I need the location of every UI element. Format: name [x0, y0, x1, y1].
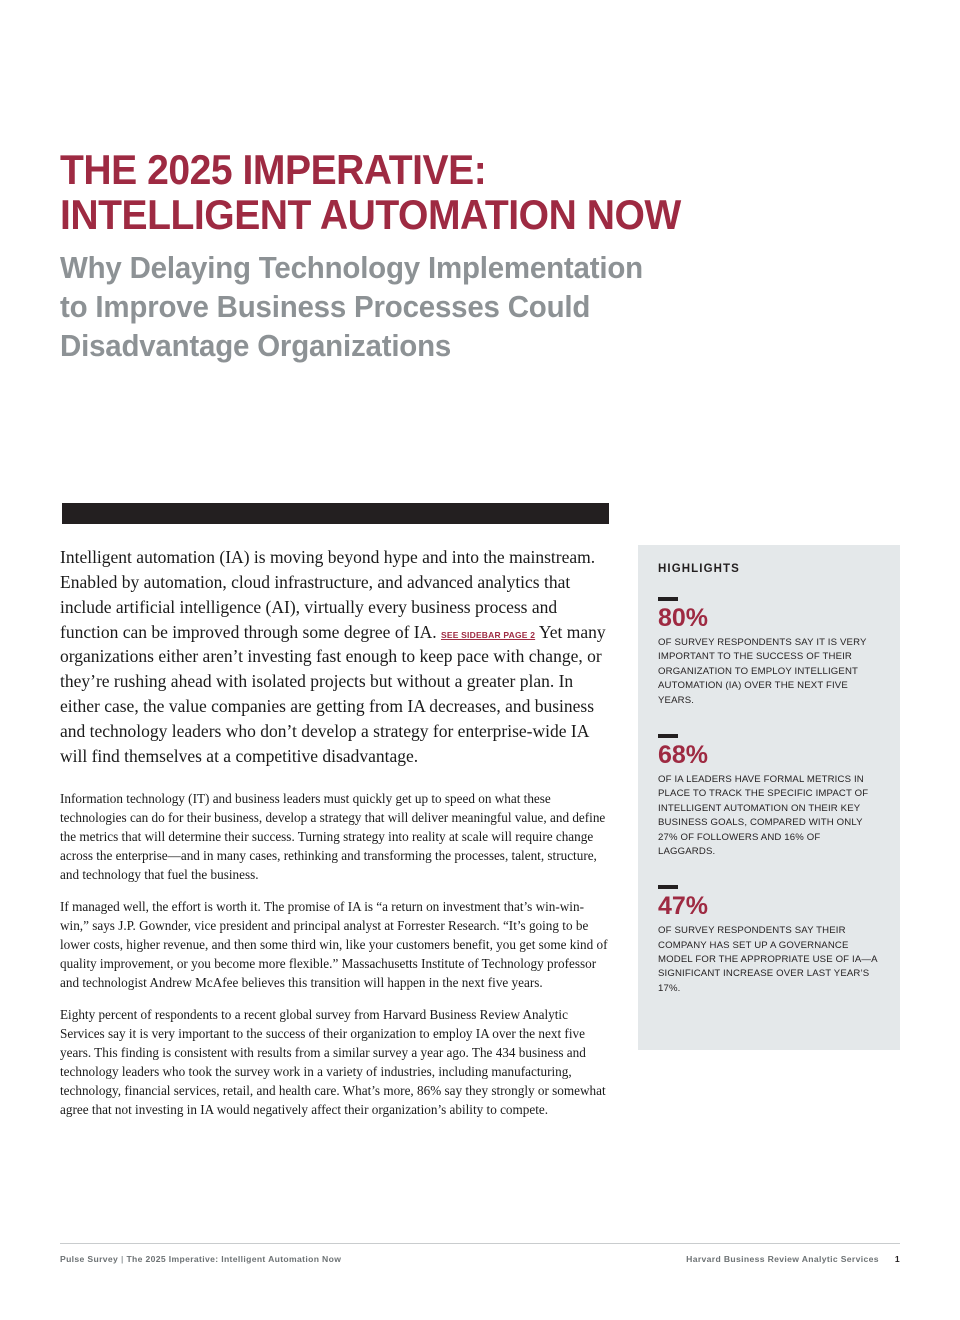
- dash-icon: [658, 597, 678, 601]
- highlight-item: [658, 597, 880, 708]
- dash-icon: [658, 885, 678, 889]
- body-paragraph: Information technology (IT) and business leaders must quickly get up to speed on what these technologies can do for their business, develop a strategy that will deliver meaningful value, and define the metrics that will determine their success. Turning strategy into reality at scale will require change across the enterprise—and in many cases, rethinking and transforming the processes, talent, structure, and technology that fuel the business.: [60, 790, 606, 882]
- highlights-sidebar: [638, 545, 900, 1050]
- highlight-stat: 80%: [658, 604, 709, 632]
- lede-paragraph: [60, 545, 610, 769]
- title-block: [60, 148, 820, 365]
- highlights-title: HIGHLIGHTS: [658, 563, 740, 575]
- highlight-description: OF SURVEY RESPONDENTS SAY IT IS VERY IMPORTANT TO THE SUCCESS OF THEIR ORGANIZATION TO EMPLOY INTELLIGENT AUTOMATION (IA) OVER THE NEXT FIVE YEARS.: [658, 637, 867, 706]
- lede-text-part-1: Intelligent automation (IA) is moving beyond hype and into the mainstream. Enabled by automation, cloud infrastructure, and advanced analytics that include artificial intelligence (AI), virtually every business process and function can be improved through some degree of IA.: [60, 547, 596, 642]
- page-title: [60, 148, 767, 237]
- footer-doc-title: The 2025 Imperative: Intelligent Automation Now: [126, 1254, 342, 1264]
- footer-series: Pulse Survey: [60, 1254, 119, 1264]
- dash-icon: [658, 734, 678, 738]
- page-subtitle: [60, 249, 782, 365]
- footer-left: [60, 1254, 341, 1264]
- section-divider-bar: [62, 503, 609, 524]
- subtitle-line-1: Why Delaying Technology Implementation: [60, 250, 643, 286]
- footer-publisher: Harvard Business Review Analytic Services: [686, 1254, 879, 1264]
- footer-right: [686, 1254, 900, 1264]
- highlight-description: OF IA LEADERS HAVE FORMAL METRICS IN PLACE TO TRACK THE SPECIFIC IMPACT OF INTELLIGENT AUTOMATION ON THEIR KEY BUSINESS GOALS, COMPARED WITH ONLY 27% OF FOLLOWERS AND 16% OF LAGGARDS.: [658, 773, 869, 857]
- highlight-stat: 47%: [658, 892, 709, 921]
- highlight-stat: 68%: [658, 740, 709, 769]
- highlight-item: [658, 734, 880, 859]
- subtitle-line-2: to Improve Business Processes Could: [60, 288, 591, 324]
- body-paragraph: Eighty percent of respondents to a recent global survey from Harvard Business Review Analytic Services say it is very important to the success of their organization to employ IA over the next five years. This finding is consistent with results from a similar survey a year ago. The 434 business and technology leaders who took the survey work in a variety of industries, including manufacturing, technology, financial services, retail, and health care. What’s more, 86% say they strongly or somewhat agree that not investing in IA would negatively affect their organization’s ability to compete.: [60, 1006, 606, 1117]
- highlight-item: [658, 885, 880, 996]
- sidebar-cross-reference-link[interactable]: SEE SIDEBAR PAGE 2: [441, 629, 536, 640]
- lede-text-part-2: Yet many organizations either aren’t investing fast enough to keep pace with change, or they’re rushing ahead with isolated projects but without a greater plan. In either case, the value companies are getting from IA decreases, and business and technology leaders who don’t develop a strategy for enterprise-wide IA will find themselves at a competitive disadvantage.: [60, 621, 606, 766]
- main-text-column: [60, 545, 610, 1132]
- page-footer: [60, 1254, 900, 1264]
- title-line-1: THE 2025 IMPERATIVE:: [60, 146, 487, 193]
- footer-separator: |: [120, 1254, 124, 1264]
- title-line-2: INTELLIGENT AUTOMATION NOW: [60, 190, 681, 238]
- subtitle-line-3: Disadvantage Organizations: [60, 327, 452, 363]
- footer-page-number: 1: [894, 1254, 900, 1264]
- footer-divider: [60, 1243, 900, 1244]
- highlight-description: OF SURVEY RESPONDENTS SAY THEIR COMPANY HAS SET UP A GOVERNANCE MODEL FOR THE APPROPRIATE USE OF IA—A SIGNIFICANT INCREASE OVER LAST YEAR’S 17%.: [658, 925, 878, 994]
- body-paragraph: If managed well, the effort is worth it. The promise of IA is “a return on investment that’s win-win-win,” says J.P. Gownder, vice president and principal analyst at Forrester Research. “It’s going to be lower costs, higher revenue, and then some third win, like your customers benefit, you get some kind of quality improvement, or you become more flexible.” Massachusetts Institute of Technology professor and technologist Andrew McAfee believes this transition will happen in the next five years.: [60, 898, 608, 990]
